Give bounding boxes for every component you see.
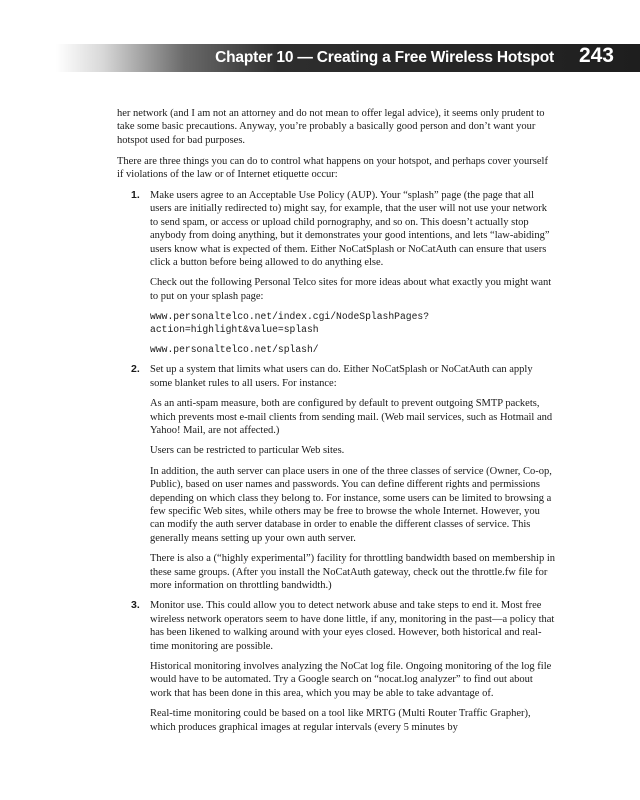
page-number: 243 bbox=[578, 44, 614, 67]
list-item-number: 3. bbox=[131, 599, 140, 612]
list-item-number: 2. bbox=[131, 363, 140, 376]
list-item-paragraph: There is also a (“highly experimental”) facility for throttling bandwidth based on membership in these same groups. (After you install the NoCatAuth gateway, check out the throttle.fw file for more information on throttling bandwidth.) bbox=[150, 553, 556, 591]
list-item bbox=[117, 363, 555, 592]
page-body bbox=[117, 107, 555, 741]
intro-paragraph: her network (and I am not an attorney and do not mean to offer legal advice), it seems only prudent to take some basic precautions. Anyway, you’re probably a basically good person and don’t want your hotspot used for bad purposes. bbox=[117, 108, 545, 146]
list-item-paragraph: Real-time monitoring could be based on a tool like MRTG (Multi Router Traffic Grapher), which produces graphical images at regular intervals (every 5 minutes by bbox=[150, 708, 531, 733]
list-item-number: 1. bbox=[131, 189, 140, 202]
url-text: www.personaltelco.net/splash/ bbox=[150, 344, 319, 356]
intro-paragraph: There are three things you can do to control what happens on your hotspot, and perhaps cover yourself if violations of the law or of Internet etiquette occur: bbox=[117, 155, 548, 181]
list-item bbox=[117, 189, 555, 356]
list-item-paragraph: Check out the following Personal Telco sites for more ideas about what exactly you might want to put on your splash page: bbox=[150, 277, 552, 302]
chapter-title: Chapter 10 — Creating a Free Wireless Hotspot bbox=[215, 49, 554, 66]
url-text: www.personaltelco.net/index.cgi/NodeSplashPages?action=highlight&value=splash bbox=[150, 311, 430, 336]
list-item-paragraph: Set up a system that limits what users can do. Either NoCatSplash or NoCatAuth can apply some blanket rules to all users. For instance: bbox=[150, 364, 533, 389]
list-item-paragraph: Users can be restricted to particular Web sites. bbox=[150, 445, 345, 457]
list-item-paragraph: As an anti-spam measure, both are configured by default to prevent outgoing SMTP packets, which prevents most e-mail clients from sending mail. (Web mail services, such as Hotmail and Yahoo! Mail, are not affected.) bbox=[150, 398, 553, 436]
list-item-paragraph: Make users agree to an Acceptable Use Policy (AUP). Your “splash” page (the page that all users are initially redirected to) might say, for example, that the user will not use your network to send spam, or access or upload child pornography, and so on. This doesn’t actually stop anybody from doing anything, but it demonstrates your good intentions, and lets “law-abiding” users know what is expected of them. Either NoCatSplash or NoCatAuth can ensure that users click a button before being allowed to do anything else. bbox=[150, 190, 550, 269]
list-item-paragraph: Historical monitoring involves analyzing the NoCat log file. Ongoing monitoring of the log file would have to be automated. Try a Google search on “nocat.log analyzer” to find out about work that has been done in this area, which you may be able to take advantage of. bbox=[150, 661, 552, 699]
list-item bbox=[117, 599, 555, 734]
list-item-paragraph: In addition, the auth server can place users in one of the three classes of service (Owner, Co-op, Public), based on user names and passwords. You can define different rights and permissions depending on which class they belong to. For instance, some users can be limited to browsing a few specific Web sites, while others may be free to browse the whole Internet. However, you can modify the auth server database in order to enable the different classes of service. This generally means setting up your own auth server. bbox=[150, 465, 552, 544]
list-item-paragraph: Monitor use. This could allow you to detect network abuse and take steps to end it. Most free wireless network operators seem to have done little, if any, monitoring in the past—a policy that has been likened to walking around with your eyes closed. However, both historical and real-time monitoring are possible. bbox=[150, 600, 555, 652]
numbered-list bbox=[117, 189, 555, 734]
